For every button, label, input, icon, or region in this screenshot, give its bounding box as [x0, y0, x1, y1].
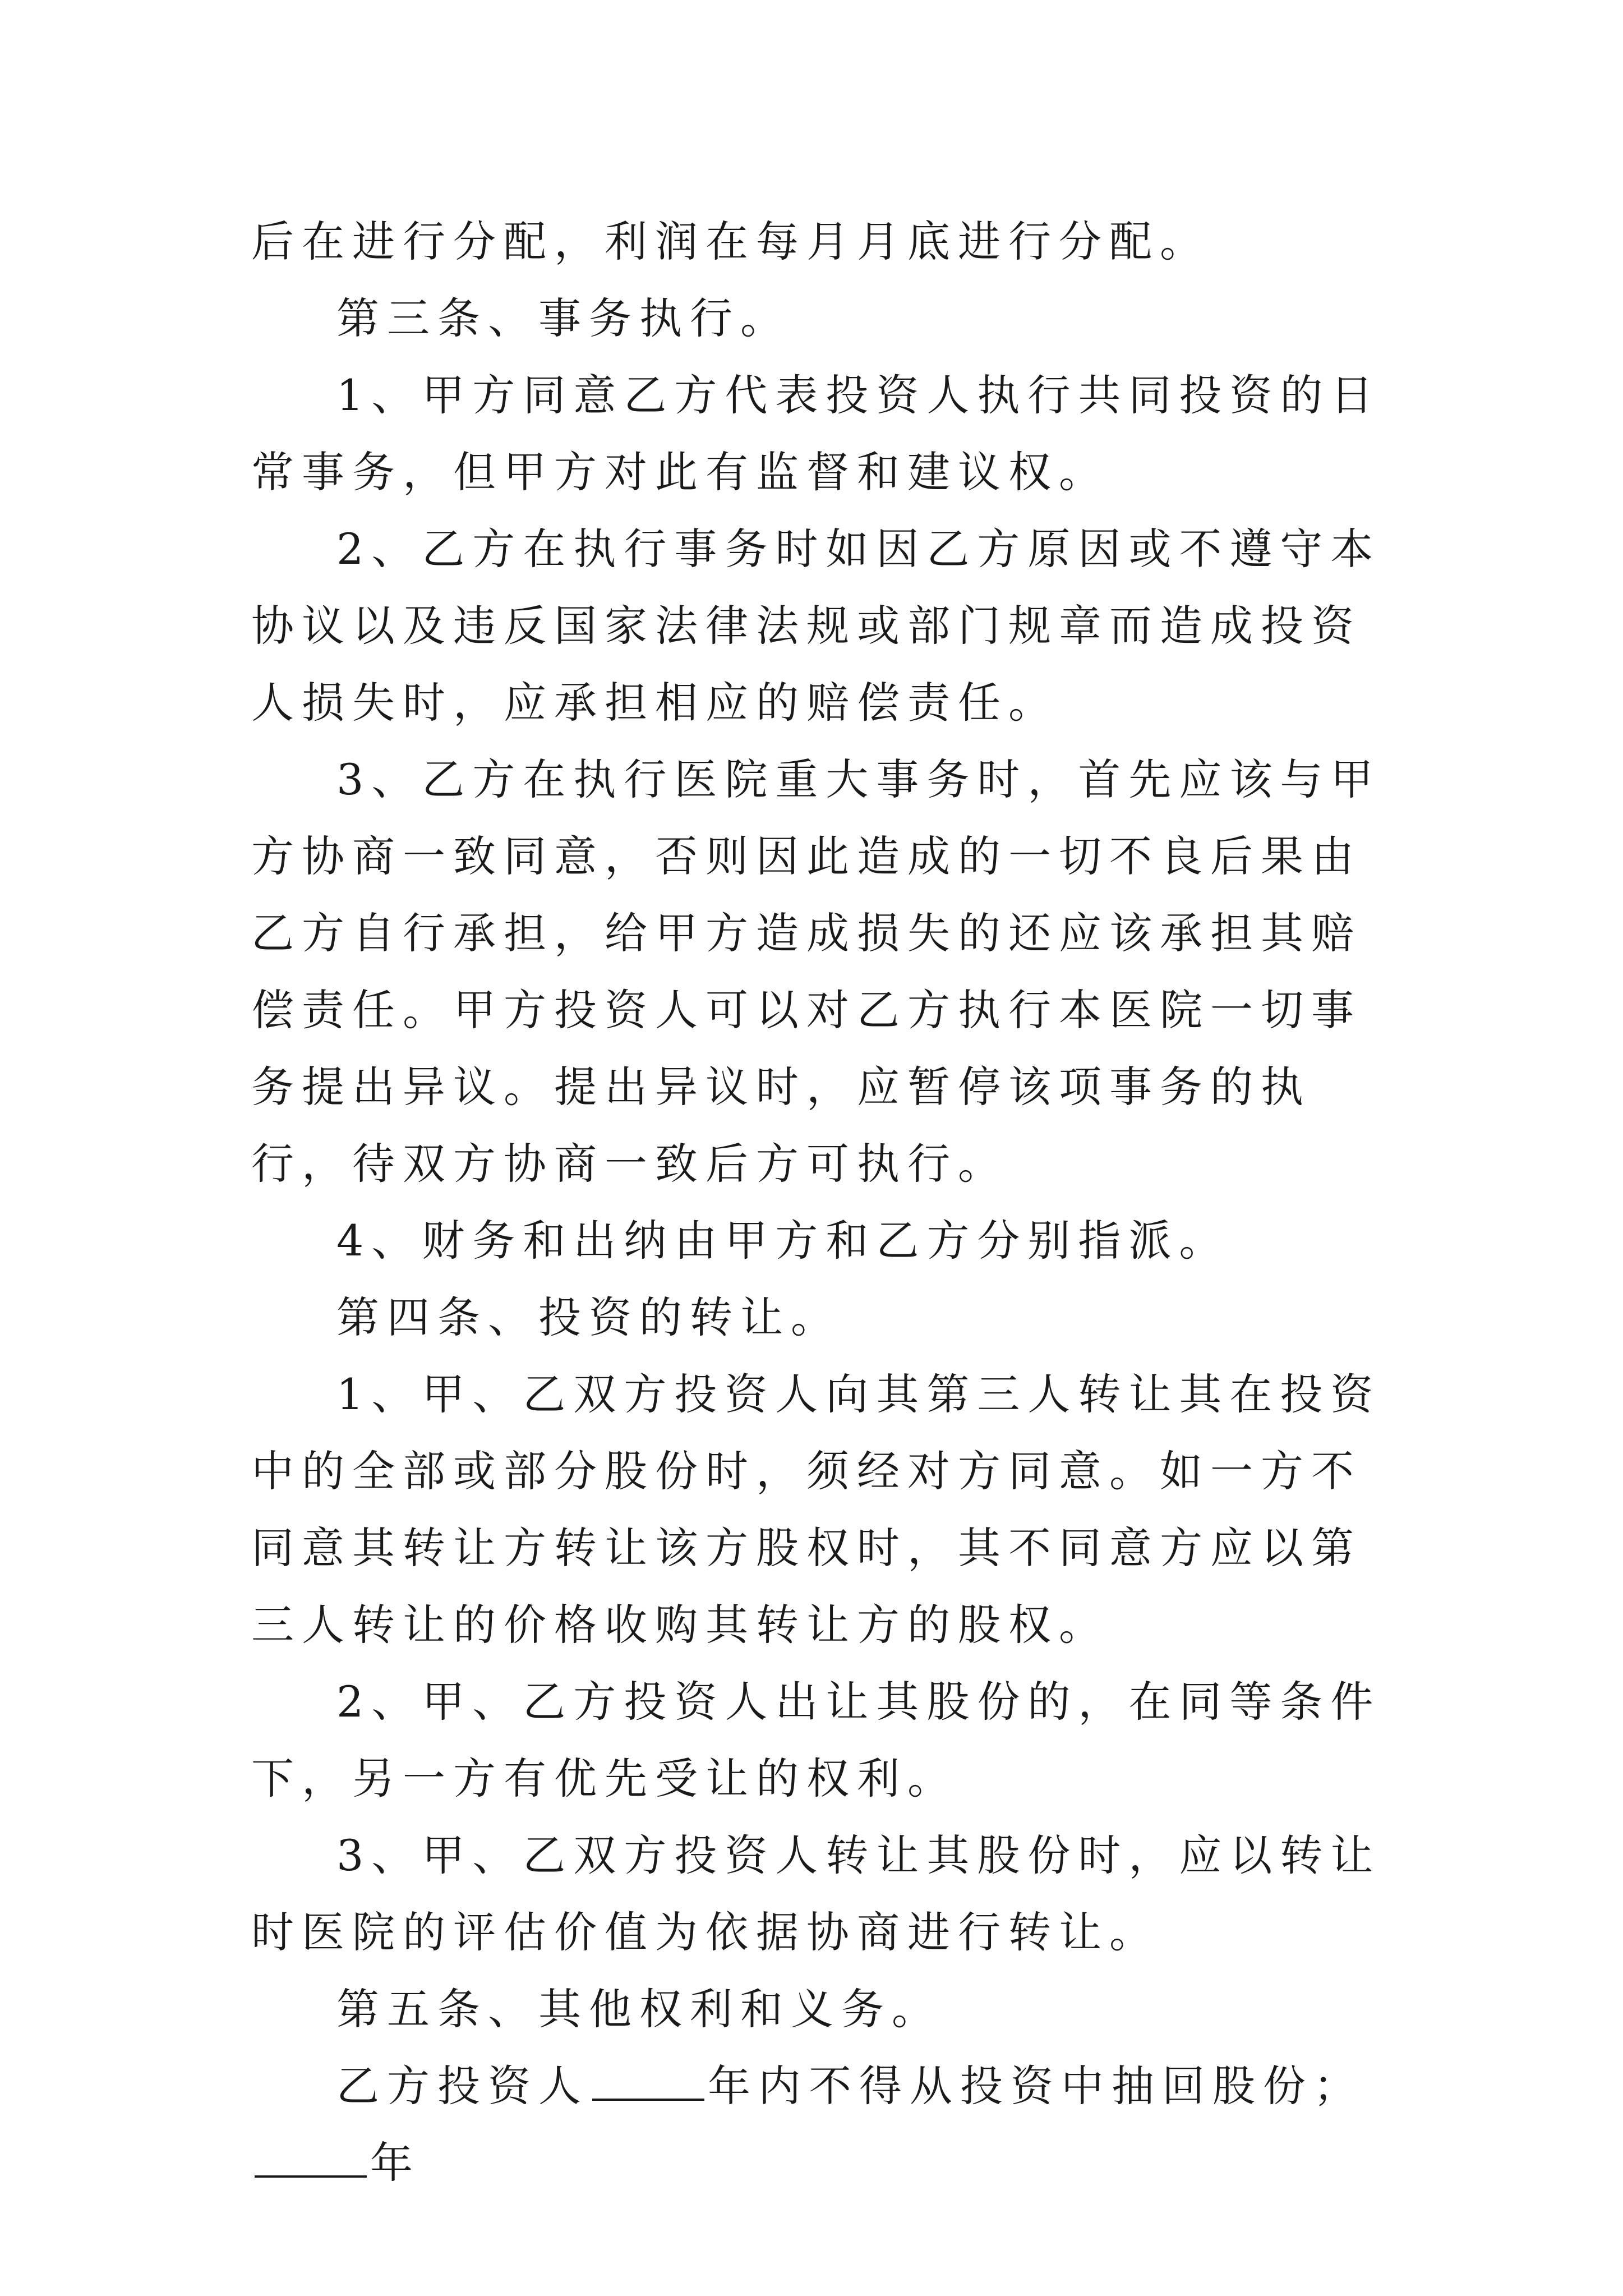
paragraph-continuation: 后在进行分配，利润在每月月底进行分配。	[251, 217, 1210, 266]
article-5-heading: 第五条、其他权利和义务。	[336, 1984, 942, 2034]
last-line-part-1: 乙方投资人	[336, 2061, 589, 2111]
article-4-item-2: 2、甲、乙方投资人出让其股份的，在同等条件下，另一方有优先受让的权利。	[251, 1677, 1381, 1803]
article-3-heading: 第三条、事务执行。	[336, 293, 791, 343]
article-3-item-4: 4、财务和出纳由甲方和乙方分别指派。	[336, 1216, 1230, 1266]
article-4-item-1: 1、甲、乙双方投资人向其第三人转让其在投资中的全部或部分股份时，须经对方同意。如一方不同意其转让方转让该方股权时，其不同意方应以第三人转让的价格收购其转让方的股权。	[251, 1369, 1381, 1650]
article-4-heading: 第四条、投资的转让。	[336, 1292, 841, 1342]
article-3-item-2: 2、乙方在执行事务时如因乙方原因或不遵守本协议以及违反国家法律法规或部门规章而造成投资人损失时，应承担相应的赔偿责任。	[251, 524, 1381, 728]
document-body	[251, 203, 1395, 2201]
last-line-part-2: 年内不得从投资中抽回股份；	[708, 2061, 1364, 2111]
last-line-part-3: 年	[370, 2138, 421, 2188]
article-5-first-line	[251, 2047, 1395, 2201]
blank-field-years-1	[592, 2059, 704, 2101]
blank-field-years-2	[255, 2136, 367, 2178]
article-3-item-3: 3、乙方在执行医院重大事务时，首先应该与甲方协商一致同意，否则因此造成的一切不良后果由乙方自行承担，给甲方造成损失的还应该承担其赔偿责任。甲方投资人可以对乙方执行本医院一切事务提出异议。提出异议时，应暂停该项事务的执行，待双方协商一致后方可执行。	[251, 754, 1381, 1189]
article-4-item-3: 3、甲、乙双方投资人转让其股份时，应以转让时医院的评估价值为依据协商进行转让。	[251, 1830, 1381, 1957]
article-3-item-1: 1、甲方同意乙方代表投资人执行共同投资的日常事务，但甲方对此有监督和建议权。	[251, 370, 1381, 497]
